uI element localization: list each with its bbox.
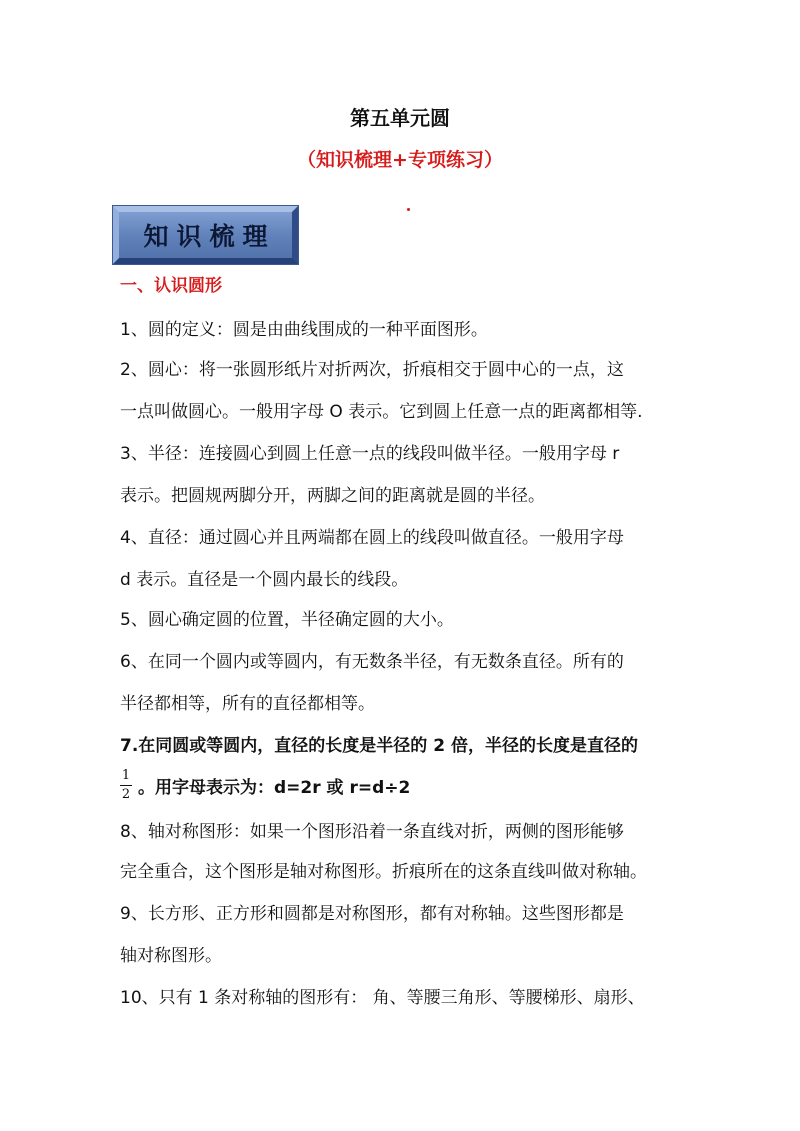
text-line: 1、圆的定义：圆是由曲线围成的一种平面图形。 [120, 320, 488, 340]
text-line: 3、半径：连接圆心到圆上任意一点的线段叫做半径。一般用字母 r [120, 444, 620, 464]
fraction-numerator: 1 [121, 768, 131, 783]
text-line: 完全重合，这个图形是轴对称图形。折痕所在的这条直线叫做对称轴。 [120, 862, 647, 882]
text-line: 半径都相等，所有的直径都相等。 [120, 694, 375, 714]
text-line: 10、只有 1 条对称轴的图形有： 角、等腰三角形、等腰梯形、扇形、 [120, 988, 645, 1008]
page-subtitle: （知识梳理+专项练习） [297, 149, 503, 171]
text-line: 4、直径：通过圆心并且两端都在圆上的线段叫做直径。一般用字母 [120, 528, 624, 548]
text-line: 2、圆心：将一张圆形纸片对折两次，折痕相交于圆中心的一点，这 [120, 360, 624, 380]
text-line: 轴对称图形。 [120, 946, 222, 966]
text-line: 6、在同一个圆内或等圆内，有无数条半径，有无数条直径。所有的 [120, 652, 624, 672]
text-line: 表示。把圆规两脚分开，两脚之间的距离就是圆的半径。 [120, 486, 545, 506]
fraction-denominator: 2 [121, 787, 131, 802]
text-line: 9、长方形、正方形和圆都是对称图形，都有对称轴。这些图形都是 [120, 904, 624, 924]
text-line: 8、轴对称图形：如果一个图形沿着一条直线对折，两侧的图形能够 [120, 822, 624, 842]
red-dot-mark [407, 208, 410, 211]
section-banner-label: 知识梳理 [143, 222, 276, 251]
fraction-one-half [118, 769, 134, 802]
text-line-bold: 。用字母表示为：d=2r 或 r=d÷2 [138, 778, 411, 798]
section-heading: 一、认识圆形 [120, 276, 222, 296]
text-line: d 表示。直径是一个圆内最长的线段。 [120, 570, 409, 590]
text-line: 一点叫做圆心。一般用字母 O 表示。它到圆上任意一点的距离都相等. [120, 402, 643, 422]
section-banner [113, 206, 298, 264]
text-line-bold: 7.在同圆或等圆内，直径的长度是半径的 2 倍，半径的长度是直径的 [120, 736, 638, 756]
text-line: 5、圆心确定圆的位置，半径确定圆的大小。 [120, 610, 454, 630]
page-title: 第五单元圆 [350, 106, 450, 130]
fraction-bar [120, 785, 132, 786]
